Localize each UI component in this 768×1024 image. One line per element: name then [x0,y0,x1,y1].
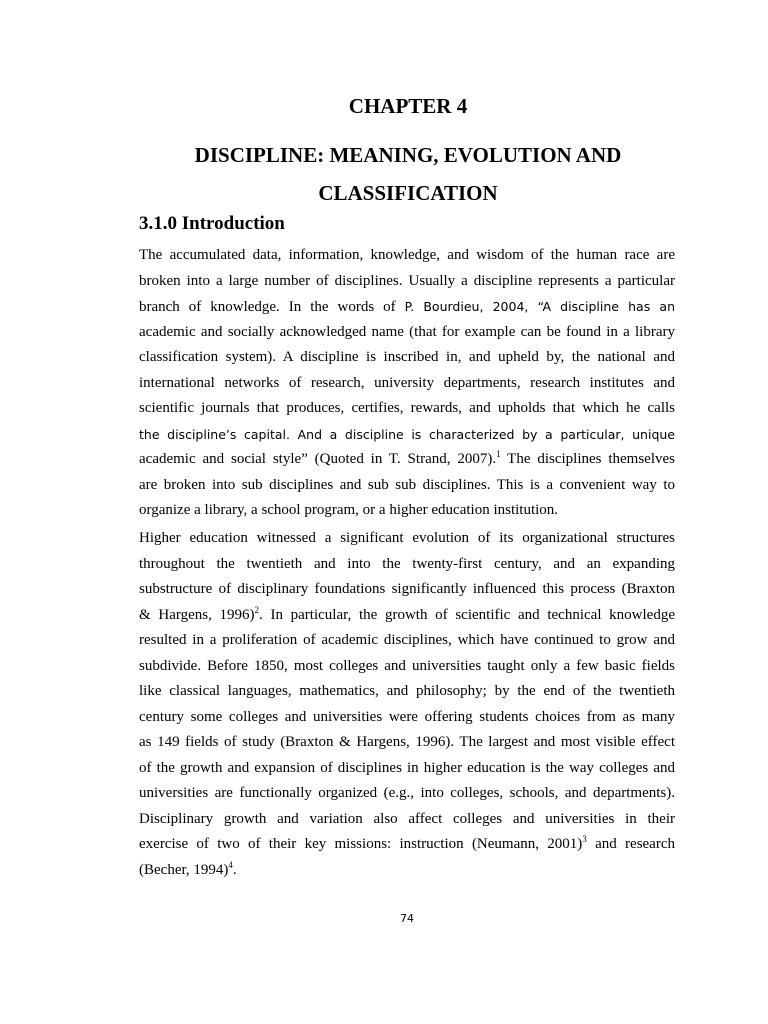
text-run: Disciplinary growth and variation also affect colleges and universities in their [139,810,675,827]
text-run: The accumulated data, information, knowledge, and wisdom of the human race are [139,247,675,263]
text-run: Higher education witnessed a significant evolution of its organizational structures [139,530,675,546]
text-line [139,654,675,680]
text-run: . In particular, the growth of scientific and technical knowledge [259,606,675,623]
text-line [139,526,675,552]
text-line [139,294,675,320]
page-number: 74 [400,912,414,925]
text-line [139,577,675,603]
text-line [139,422,675,448]
text-line [139,320,675,346]
section-heading: 3.1.0 Introduction [139,213,285,234]
text-line [139,807,675,833]
paragraph-evolution [139,526,675,883]
text-line [139,447,675,473]
text-line [139,781,675,807]
text-run: and research [586,836,675,852]
footnote-marker: 2 [254,604,260,615]
text-run: subdivide. Before 1850, most colleges and universities taught only a few basic fields [139,657,675,674]
text-run: universities are functionally organized (e.g., into colleges, schools, and departments). [139,785,675,801]
text-run: international networks of research, university departments, research institutes and [139,374,675,391]
text-run: organize a library, a school program, or a higher education institution. [139,502,559,518]
text-run: century some colleges and universities were offering students choices from as many [139,708,675,725]
text-run: as 149 fields of study (Braxton & Hargens, 1996). The largest and most visible effect [139,734,675,750]
text-run: academic and social style” (Quoted in T. Strand, 2007). [139,451,497,467]
chapter-subtitle: DISCIPLINE: MEANING, EVOLUTION AND CLASSIFICATION [194,143,622,205]
text-line [139,269,675,295]
text-line [139,552,675,578]
text-line [139,371,675,397]
text-run: . [232,861,237,878]
text-run: exercise of two of their key missions: instruction (Neumann, 2001) [139,836,583,852]
text-run: of the growth and expansion of disciplines in higher education is the way colleges and [139,759,675,776]
chapter-title: CHAPTER 4 [348,94,468,118]
footnote-marker: 3 [582,834,587,844]
text-line [139,756,675,782]
text-run: resulted in a proliferation of academic disciplines, which have continued to grow and [139,632,675,648]
text-line [139,345,675,371]
text-run: & Hargens, 1996) [139,606,255,623]
footnote-marker: 1 [496,449,501,459]
text-line [139,473,675,499]
text-run: substructure of disciplinary foundations significantly influenced this process (Braxton [139,581,675,597]
text-run: are broken into sub disciplines and sub sub disciplines. This is a convenient way to [139,476,675,493]
text-run: (Becher, 1994) [139,861,229,878]
paragraph-introduction [139,243,675,524]
quoted-text: P. Bourdieu, 2004, “A discipline has an [404,299,675,314]
text-run: like classical languages, mathematics, and philosophy; by the end of the twentieth [139,683,675,699]
text-line [139,628,675,654]
text-line [139,679,675,705]
text-line [139,858,675,884]
text-line [139,832,675,858]
quoted-text: the discipline’s capital. And a discipline is characterized by a particular, unique [139,426,675,442]
text-run: classification system). A discipline is inscribed in, and upheld by, the national and [139,349,675,365]
text-line [139,705,675,731]
text-run: broken into a large number of disciplines. Usually a discipline represents a particular [139,272,675,289]
text-run: The disciplines themselves [500,451,675,467]
text-line [139,730,675,756]
text-line [139,498,675,524]
text-run: branch of knowledge. In the words of [139,299,405,315]
footnote-marker: 4 [228,859,233,870]
text-line [139,603,675,629]
text-line [139,243,675,269]
text-run: throughout the twentieth and into the twenty-first century, and an expanding [139,555,675,572]
text-run: academic and socially acknowledged name (that for example can be found in a library [139,323,675,340]
text-run: scientific journals that produces, certifies, rewards, and upholds that which he calls [139,400,675,416]
text-line [139,396,675,422]
